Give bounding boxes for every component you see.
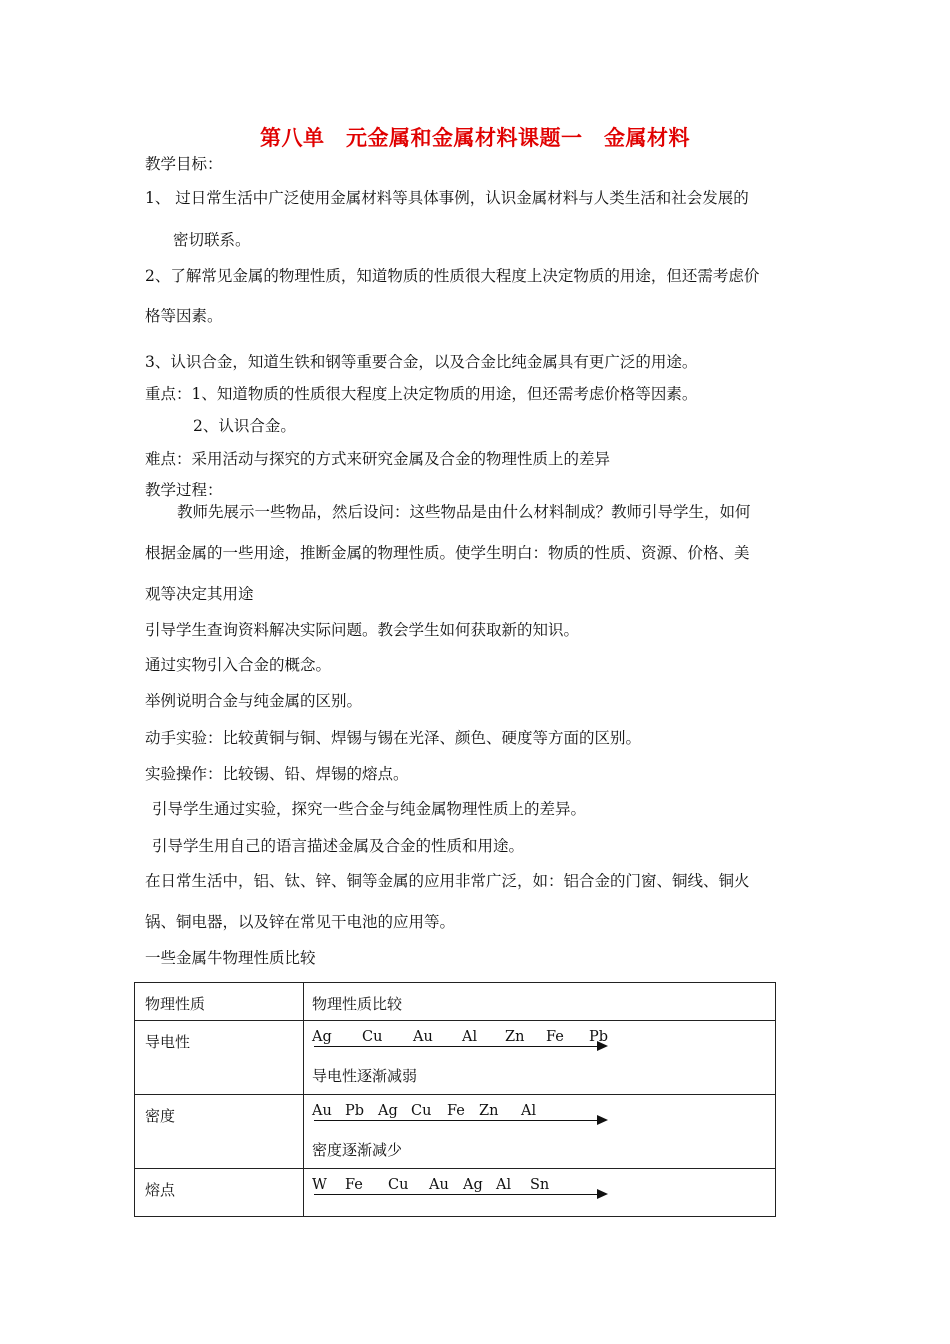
key-point-1: 重点：1、知道物质的性质很大程度上决定物质的用途，但还需考虑价格等因素。 [145,385,698,403]
process-para-7: 引导学生通过实验，探究一些合金与纯金属物理性质上的差异。 [152,800,587,818]
metal-properties-table [134,982,776,1217]
element-symbol: Zn [505,1029,525,1045]
table-caption: 一些金属牛物理性质比较 [145,949,316,967]
row-property: 密度 [135,1095,304,1169]
table-row [135,1169,776,1217]
process-heading: 教学过程： [145,481,223,499]
table-row [135,1095,776,1169]
trend-arrow-icon [314,1194,598,1195]
element-symbol: Fe [345,1177,363,1193]
element-symbol: Cu [411,1103,432,1119]
trend-description: 密度逐渐减少 [312,1141,403,1159]
element-symbol: Cu [388,1177,409,1193]
process-para-4: 举例说明合金与纯金属的区别。 [145,692,363,710]
goal-1-line-2: 密切联系。 [173,231,251,249]
header-cell-comparison: 物理性质比较 [304,983,776,1021]
trend-description: 导电性逐渐减弱 [312,1067,418,1085]
process-para-2: 引导学生查询资料解决实际问题。教会学生如何获取新的知识。 [145,621,580,639]
process-para-6: 实验操作：比较锡、铅、焊锡的熔点。 [145,765,409,783]
goal-3: 3、认识合金，知道生铁和钢等重要合金，以及合金比纯金属具有更广泛的用途。 [145,353,698,371]
process-para-9-line-1: 在日常生活中，铝、钛、锌、铜等金属的应用非常广泛，如：铝合金的门窗、铜线、铜火 [145,872,750,890]
row-comparison [304,1169,776,1217]
table-header-row [135,983,776,1021]
trend-arrow-icon [314,1120,598,1121]
element-symbol: Au [429,1177,449,1193]
goal-2-line-2: 格等因素。 [145,307,223,325]
element-symbol: Ag [463,1177,483,1193]
goal-1-line-1: 1、 过日常生活中广泛使用金属材料等具体事例，认识金属材料与人类生活和社会发展的 [145,189,749,207]
element-sequence [312,1029,612,1051]
element-symbol: Au [312,1103,332,1119]
header-cell-property: 物理性质 [135,983,304,1021]
goal-2-line-1: 2、了解常见金属的物理性质，知道物质的性质很大程度上决定物质的用途，但还需考虑价 [145,267,760,285]
trend-arrow-icon [314,1046,598,1047]
process-para-9-line-2: 锅、铜电器，以及锌在常见干电池的应用等。 [145,913,456,931]
document-title: 第八单 元金属和金属材料课题一 金属材料 [260,125,690,150]
row-comparison [304,1095,776,1169]
element-symbol: Fe [546,1029,564,1045]
element-symbol: Ag [312,1029,332,1045]
element-symbol: Pb [345,1103,365,1119]
process-para-1-line-3: 观等决定其用途 [145,585,254,603]
element-symbol: Fe [447,1103,465,1119]
element-symbol: Pb [589,1029,609,1045]
row-property: 导电性 [135,1021,304,1095]
row-property: 熔点 [135,1169,304,1217]
process-para-8: 引导学生用自己的语言描述金属及合金的性质和用途。 [152,837,525,855]
element-symbol: Cu [362,1029,383,1045]
key-point-2: 2、认识合金。 [193,417,296,435]
element-sequence [312,1177,612,1199]
table-row [135,1021,776,1095]
process-para-3: 通过实物引入合金的概念。 [145,656,332,674]
row-comparison [304,1021,776,1095]
goals-heading: 教学目标： [145,155,223,173]
element-symbol: Zn [479,1103,499,1119]
element-sequence [312,1103,612,1125]
process-para-1-line-1: 教师先展示一些物品，然后设问：这些物品是由什么材料制成？教师引导学生，如何 [177,503,751,521]
element-symbol: Al [521,1103,537,1119]
element-symbol: Ag [378,1103,398,1119]
element-symbol: Au [413,1029,433,1045]
element-symbol: Al [496,1177,512,1193]
element-symbol: Sn [530,1177,550,1193]
element-symbol: W [312,1177,327,1193]
difficulty: 难点：采用活动与探究的方式来研究金属及合金的物理性质上的差异 [145,450,611,468]
process-para-5: 动手实验：比较黄铜与铜、焊锡与锡在光泽、颜色、硬度等方面的区别。 [145,729,642,747]
process-para-1-line-2: 根据金属的一些用途，推断金属的物理性质。使学生明白：物质的性质、资源、价格、美 [145,544,750,562]
element-symbol: Al [462,1029,478,1045]
